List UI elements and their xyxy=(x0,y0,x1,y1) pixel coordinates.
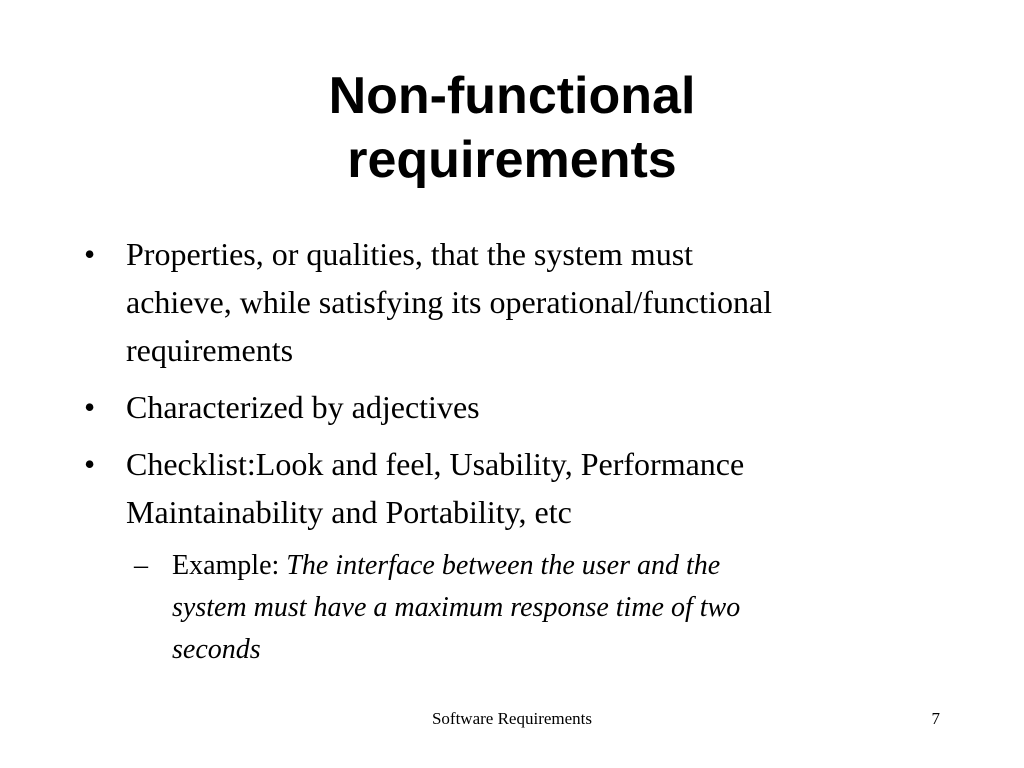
example-text: seconds xyxy=(172,634,261,665)
bullet-item-checklist xyxy=(82,440,962,536)
title-line-2: requirements xyxy=(347,131,677,189)
sub-bullet-line-1 xyxy=(172,545,962,587)
bullet-text-line: Properties, or qualities, that the system must xyxy=(126,236,694,272)
bullet-list xyxy=(82,230,962,671)
footer-text: Software Requirements xyxy=(431,709,593,728)
bullet-item-properties xyxy=(82,230,962,374)
bullet-text-line: Maintainability and Portability, etc xyxy=(126,494,572,530)
bullet-marker: • xyxy=(84,389,96,425)
page-number: 7 xyxy=(931,709,940,728)
bullet-marker: • xyxy=(84,446,96,482)
example-text: system must have a maximum response time of two xyxy=(172,592,741,623)
sub-bullet-marker: – xyxy=(134,550,148,581)
sub-bullet-example xyxy=(134,545,962,671)
example-text: The interface between the user and the xyxy=(286,550,721,581)
bullet-text-line: Checklist:Look and feel, Usability, Performance xyxy=(126,446,745,482)
bullet-text-line: Characterized by adjectives xyxy=(126,389,480,425)
bullet-text-line: achieve, while satisfying its operational/functional xyxy=(126,284,773,320)
bullet-item-characterized xyxy=(82,383,962,431)
bullet-text-line: requirements xyxy=(126,332,294,368)
title-line-1: Non-functional xyxy=(328,67,696,125)
bullet-marker: • xyxy=(84,236,96,272)
example-label: Example: xyxy=(172,550,287,581)
slide-title xyxy=(112,64,912,192)
